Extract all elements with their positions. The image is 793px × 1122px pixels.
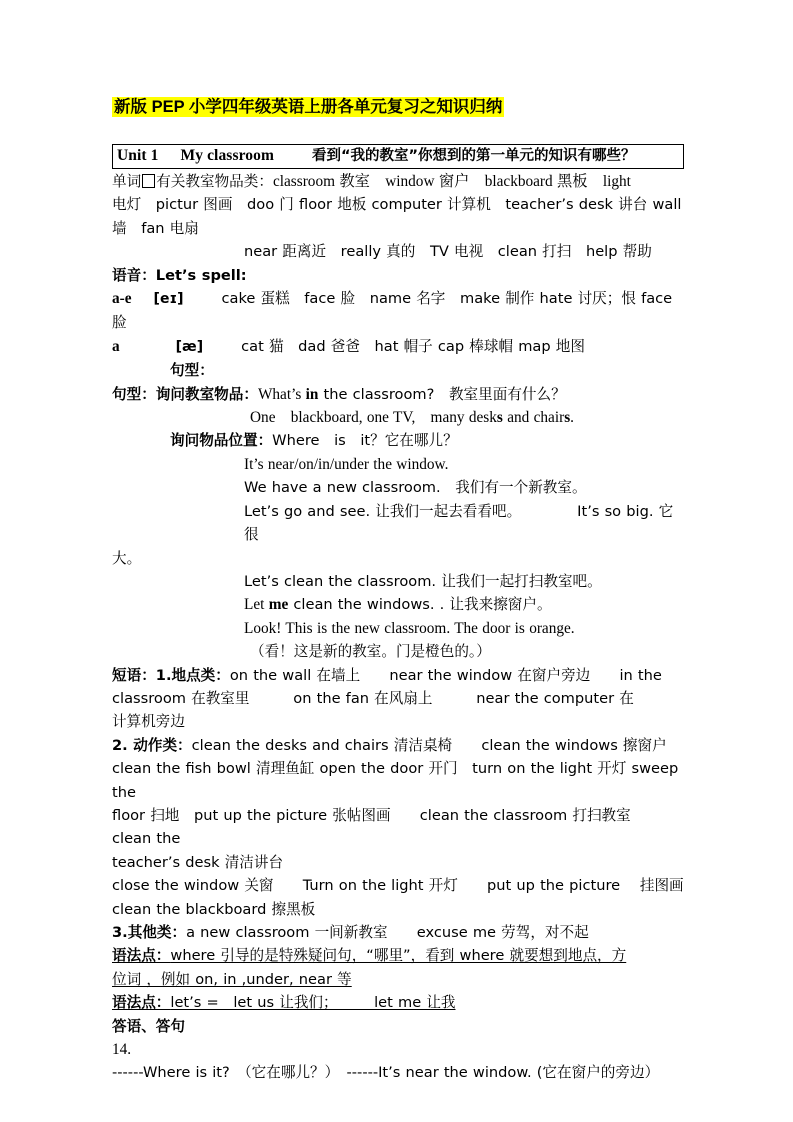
answers-item-text: ------Where is it? （它在哪儿？） ------It’s near the window. (它在窗户的旁边） [112, 1064, 660, 1082]
grammar-point-2-label: 语法点： [112, 994, 171, 1012]
grammar-point-1-line-1-row [112, 944, 684, 967]
extra-line-1: We have a new classroom. 我们有一个新教室。 [244, 479, 587, 497]
phrases-category-2-line-2-row [112, 757, 684, 804]
phonics-row-1 [112, 287, 684, 311]
vocabulary-subheading: 有关教室物品类： [156, 173, 273, 190]
clean-classroom-line: Let’s clean the classroom. 让我们一起打扫教室吧。 [244, 572, 602, 590]
phrases-category-1-line-2-row [112, 687, 684, 710]
sentence-pattern-group-1-question-pre: What’s [257, 385, 306, 403]
answers-heading: 答语、答句 [112, 1017, 185, 1035]
phrases-category-2-line-6-row [112, 898, 684, 921]
clean-line-4 [112, 640, 684, 663]
phrases-category-2-line-5-row [112, 874, 684, 897]
answers-item-number: 14. [112, 1041, 132, 1059]
phrases-category-1-line-1: on the wall 在墙上 near the window 在窗户旁边 in the [229, 666, 662, 684]
phrases-heading: 短语： [112, 666, 156, 684]
grammar-point-2-row [112, 991, 684, 1014]
phrases-category-2-line-1: clean the desks and chairs 清洁桌椅 clean the windows 擦窗户 [191, 736, 667, 754]
phonics-row-1-overflow [112, 311, 684, 334]
sentence-pattern-group-1-question-bold: in [305, 385, 319, 403]
look-new-classroom-line: Look! This is the new classroom. The door is orange. [244, 619, 575, 637]
group-2-answer-text: It’s near/on/in/under the window. [244, 455, 449, 473]
phonics-heading: 语音：Let’s spell: [112, 266, 247, 284]
let-me-bold: me [268, 596, 289, 614]
phrases-category-2-line-3: floor 扫地 put up the picture 张帖图画 clean the classroom 打扫教室 clean the [112, 806, 646, 848]
sentence-extra-line-4 [112, 547, 684, 570]
vocabulary-line-2-row [112, 193, 684, 216]
page-title [112, 92, 684, 122]
phrases-category-1-row [112, 664, 684, 687]
answer-end: . [570, 409, 574, 427]
sentence-pattern-group-1-question-rest: the classroom? 教室里面有什么？ [318, 385, 566, 403]
sentence-pattern-group-1-label: 询问教室物品： [155, 385, 258, 403]
phrases-category-1-line-3-row [112, 710, 684, 733]
let-me-pre: Let [244, 596, 269, 614]
let-me-post: clean the windows. . 让我来擦窗户。 [288, 596, 552, 614]
phrases-category-2-label: 2. 动作类： [112, 736, 192, 754]
unit-title: My classroom [180, 147, 274, 164]
unit-header-box [112, 144, 684, 169]
phonics-words-2: cat 猫 dad 爸爸 hat 帽子 cap 棒球帽 map 地图 [241, 337, 585, 355]
phrases-category-2-line-4: teacher’s desk 清洁讲台 [112, 853, 284, 871]
phrases-category-2-line-4-row [112, 851, 684, 874]
phonics-grapheme-1: a-e [112, 290, 132, 308]
sentence-pattern-heading: 句型： [112, 385, 156, 403]
grammar-point-1-line-2: 位词 ，例如 on, in ,under, near 等 [112, 970, 352, 988]
answer-mid: and chair [502, 409, 565, 427]
document-content [112, 92, 684, 1085]
phrases-category-2-row [112, 734, 684, 757]
sentence-pattern-group-2 [112, 429, 684, 452]
extra-line-4: 大。 [112, 549, 142, 567]
phonics-overflow-1: 脸 [112, 314, 127, 332]
phonics-row-2 [112, 335, 684, 359]
unit-prompt: 看到“我的教室”你想到的第一单元的知识有哪些？ [311, 148, 636, 164]
phrases-category-2-line-6: clean the blackboard 擦黑板 [112, 900, 316, 918]
sentence-pattern-group-2-label: 询问物品位置： [170, 432, 273, 450]
clean-line-1 [112, 570, 684, 593]
answer-bold-s2: s [564, 409, 571, 427]
answer-bold-s1: s [496, 409, 503, 427]
unit-label: Unit 1 [117, 147, 159, 164]
phonics-grapheme-2: a [112, 337, 120, 355]
extra-line-2: Let’s go and see. 让我们一起去看看吧。 [244, 502, 522, 520]
missing-glyph-icon [142, 174, 155, 188]
vocabulary-heading-line [112, 170, 684, 193]
phrases-category-3-row [112, 921, 684, 944]
phonics-words-1: cake 蛋糕 face 脸 name 名字 make 制作 hate 讨厌；恨 face [221, 290, 673, 308]
vocabulary-line-2: 电灯 pictur 图画 doo 门 floor 地板 computer 计算机 teacher’s desk 讲台 wall [112, 196, 682, 214]
phrases-category-2-line-3-row [112, 804, 684, 851]
sentence-pattern-group-1-answer [112, 406, 684, 429]
grammar-point-1-label: 语法点： [112, 947, 171, 965]
phonics-ipa-2: [æ] [175, 338, 204, 355]
sentence-pattern-group-1 [112, 383, 684, 406]
sentence-pattern-standalone-heading: 句型： [170, 362, 214, 380]
answers-heading-row [112, 1015, 684, 1038]
clean-line-2 [112, 593, 684, 616]
vocabulary-line-3-row [112, 217, 684, 240]
sentence-pattern-standalone-heading-row [112, 359, 684, 382]
sentence-extra-line-2 [112, 500, 684, 547]
phrases-category-2-line-2: clean the fish bowl 清理鱼缸 open the door 开门 turn on the light 开灯 sweep the [112, 760, 679, 801]
grammar-point-1-line-1: where 引导的是特殊疑问句，“哪里”，看到 where 就要想到地点，方 [170, 947, 627, 965]
clean-line-3 [112, 617, 684, 640]
phrases-category-3-label: 3.其他类： [112, 924, 187, 941]
page-title-text: 新版 PEP 小学四年级英语上册各单元复习之知识归纳 [114, 98, 503, 116]
look-new-classroom-translation: （看！这是新的教室。门是橙色的。） [250, 643, 491, 661]
sentence-pattern-group-2-answer [112, 453, 684, 476]
phrases-category-3-line-1: a new classroom 一间新教室 excuse me 劳驾，对不起 [186, 924, 589, 941]
phrases-category-1-line-3: 计算机旁边 [112, 713, 185, 731]
vocabulary-line-4: near 距离近 really 真的 TV 电视 clean 打扫 help 帮助 [244, 243, 652, 261]
grammar-point-1-line-2-row [112, 968, 684, 991]
phrases-category-1-line-2: classroom 在教室里 on the fan 在风扇上 near the computer 在 [112, 689, 634, 707]
answers-item-row [112, 1038, 684, 1085]
phrases-category-1-label: 1.地点类： [155, 666, 230, 684]
vocabulary-line-4-row [112, 240, 684, 263]
sentence-extra-line-1 [112, 476, 684, 499]
extra-line-3: It’s so big. 它很 [244, 502, 674, 544]
phonics-heading-row [112, 264, 684, 287]
sentence-pattern-group-2-question: Where is it？它在哪儿？ [272, 432, 458, 450]
grammar-point-2-text: let’s = let us 让我们； let me 让我 [170, 994, 456, 1012]
phrases-category-2-line-5: close the window 关窗 Turn on the light 开灯 put up the picture 挂图画 [112, 877, 684, 895]
vocabulary-line-3: 墙 fan 电扇 [112, 219, 199, 237]
phonics-ipa-1: [eɪ] [153, 291, 184, 308]
vocabulary-line-1: classroom 教室 window 窗户 blackboard 黑板 light [272, 173, 631, 190]
vocabulary-heading: 单词 [112, 173, 142, 190]
answer-pre: One blackboard, one TV, many desk [250, 409, 497, 427]
